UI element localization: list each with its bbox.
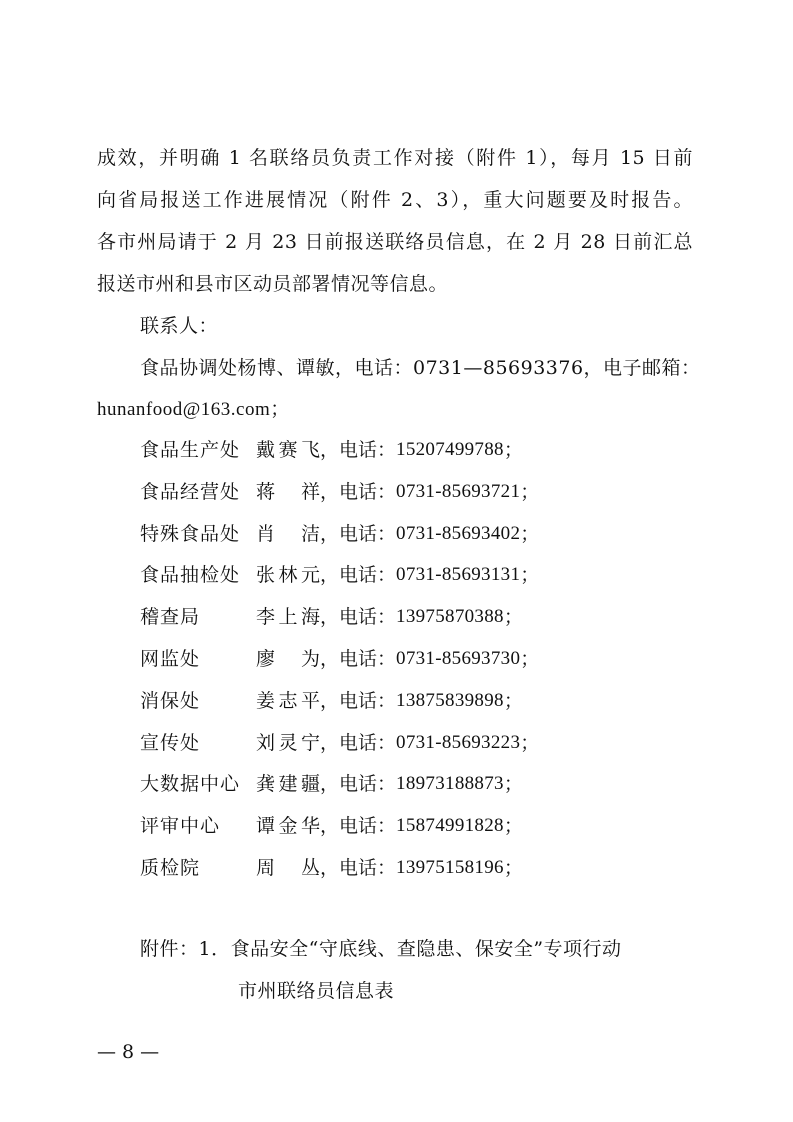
- contact-row: [140, 604, 523, 630]
- contact-end-punct: ；: [503, 439, 523, 461]
- contact-name: 肖洁: [256, 523, 320, 545]
- contact-department: 质检院: [140, 857, 201, 879]
- contact-phone: 15874991828: [396, 815, 504, 836]
- contact-name: 龚建疆: [256, 773, 320, 795]
- contact-name: 廖为: [256, 648, 320, 670]
- contact-phone-label: ，电话：: [320, 857, 397, 879]
- contact-row: [140, 562, 539, 588]
- contact-phone-label: ，电话：: [320, 439, 397, 461]
- contact-phone-label: ，电话：: [320, 732, 397, 754]
- contact-row: [140, 730, 539, 756]
- contact-department: 食品生产处: [140, 439, 241, 461]
- contact-end-punct: ；: [520, 523, 540, 545]
- contact-end-punct: ；: [503, 857, 523, 879]
- contact-row: [140, 521, 539, 547]
- contact-phone: 13975158196: [396, 857, 504, 878]
- contact-row: [140, 437, 523, 463]
- attachment-title-line-1: 食品安全“守底线、查隐患、保安全”专项行动: [230, 938, 622, 960]
- attachment-title-line-2: 市州联络员信息表: [238, 980, 395, 1002]
- contact-department: 网监处: [140, 648, 201, 670]
- contact-phone-label: ，电话：: [320, 773, 397, 795]
- contact-department: 宣传处: [140, 732, 201, 754]
- contact-row: [140, 479, 539, 505]
- contact-end-punct: ；: [503, 773, 523, 795]
- attachment-number: 1．: [198, 938, 231, 960]
- paragraph-line-4: 报送市州和县市区动员部署情况等信息。: [97, 273, 449, 295]
- contact-phone: 13975870388: [396, 606, 504, 627]
- contact-name: 刘灵宁: [256, 732, 320, 754]
- page-number: — 8 —: [97, 1041, 160, 1063]
- coordination-contact-line: 食品协调处杨博、谭敏，电话：0731—85693376，电子邮箱：: [140, 357, 701, 379]
- contact-phone: 15207499788: [396, 439, 504, 460]
- email-line: hunanfood@163.com；: [97, 399, 290, 420]
- contact-department: 食品经营处: [140, 481, 241, 503]
- contact-name: 戴赛飞: [256, 439, 320, 461]
- contact-phone-label: ，电话：: [320, 690, 397, 712]
- contact-end-punct: ；: [520, 732, 540, 754]
- contact-phone-label: ，电话：: [320, 815, 397, 837]
- contact-department: 大数据中心: [140, 773, 241, 795]
- contact-row: [140, 813, 523, 839]
- contact-row: [140, 771, 523, 797]
- paragraph-line-1: 成效，并明确 1 名联络员负责工作对接（附件 1），每月 15 日前: [97, 147, 693, 169]
- contact-department: 食品抽检处: [140, 564, 241, 586]
- contact-name: 张林元: [256, 564, 320, 586]
- contact-phone: 0731-85693223: [396, 732, 521, 753]
- attachment-label: 附件：: [140, 938, 199, 960]
- contact-end-punct: ；: [520, 648, 540, 670]
- contact-end-punct: ；: [503, 606, 523, 628]
- contact-department: 评审中心: [140, 815, 221, 837]
- contact-phone: 0731-85693402: [396, 523, 521, 544]
- contact-name: 李上海: [256, 606, 320, 628]
- contact-end-punct: ；: [520, 564, 540, 586]
- contact-name: 姜志平: [256, 690, 320, 712]
- contact-department: 稽查局: [140, 606, 201, 628]
- contact-row: [140, 855, 523, 881]
- contact-phone-label: ，电话：: [320, 648, 397, 670]
- contact-label: 联系人：: [140, 315, 219, 337]
- contact-end-punct: ；: [503, 690, 523, 712]
- contact-end-punct: ；: [503, 815, 523, 837]
- contact-phone-label: ，电话：: [320, 523, 397, 545]
- contact-phone: 0731-85693131: [396, 564, 521, 585]
- contact-row: [140, 688, 523, 714]
- contact-department: 特殊食品处: [140, 523, 241, 545]
- contact-name: 谭金华: [256, 815, 320, 837]
- contact-row: [140, 646, 539, 672]
- contact-phone: 0731-85693730: [396, 648, 521, 669]
- contact-phone-label: ，电话：: [320, 564, 397, 586]
- contact-end-punct: ；: [520, 481, 540, 503]
- contact-department: 消保处: [140, 690, 201, 712]
- contact-phone: 18973188873: [396, 773, 504, 794]
- paragraph-line-3: 各市州局请于 2 月 23 日前报送联络员信息，在 2 月 28 日前汇总: [97, 231, 693, 253]
- paragraph-line-2: 向省局报送工作进展情况（附件 2、3），重大问题要及时报告。: [97, 189, 693, 211]
- contact-phone-label: ，电话：: [320, 606, 397, 628]
- contact-name: 蒋祥: [256, 481, 320, 503]
- attachment-line-1: [140, 937, 622, 961]
- contact-phone-label: ，电话：: [320, 481, 397, 503]
- contact-name: 周丛: [256, 857, 320, 879]
- contact-phone: 0731-85693721: [396, 481, 521, 502]
- contact-phone: 13875839898: [396, 690, 504, 711]
